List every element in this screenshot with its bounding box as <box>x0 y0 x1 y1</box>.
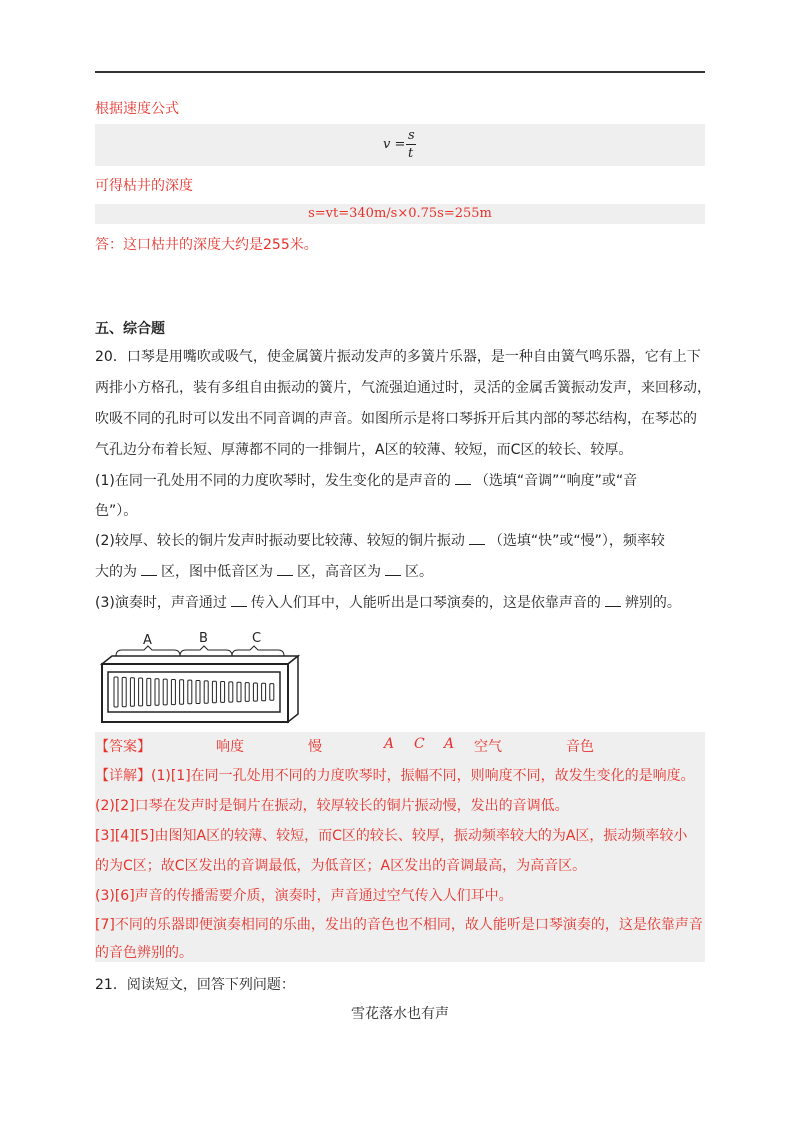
q20-part3-text: 辨别的。 <box>624 595 681 611</box>
reed-slot <box>180 680 184 704</box>
q20-part2-cont <box>95 561 433 583</box>
depth-answer: 答：这口枯井的深度大约是255米。 <box>95 237 318 253</box>
q20-part1 <box>95 470 637 492</box>
fraction-bar <box>406 144 416 145</box>
harmonica-reed-figure <box>96 628 306 728</box>
reed-slot <box>171 680 175 705</box>
formula-numerator: s <box>408 128 415 143</box>
reed-slot <box>155 679 159 706</box>
answer-label: 【答案】 <box>95 739 151 755</box>
depth-calculation: s=vt=340m/s×0.75s=255m <box>308 206 492 221</box>
figure-label-a: A <box>143 633 152 648</box>
answer-value: 音色 <box>566 739 594 755</box>
q20-stem-line: 气孔边分布着长短、厚薄都不同的一排铜片，A区的较薄、较短，而C区的较长、较厚。 <box>95 442 633 458</box>
answer-value: C <box>414 736 425 752</box>
reed-slot <box>114 677 118 707</box>
answer-blank <box>605 594 621 607</box>
q20-stem-line: 两排小方格孔，装有多组自由振动的簧片，气流强迫通过时，灵活的金属舌簧振动发声，来回移动， <box>95 380 711 396</box>
answer-blank <box>141 563 157 576</box>
q20-part1-text: (1)在同一孔处用不同的力度吹琴时，发生变化的是声音的 <box>95 473 451 489</box>
answer-detail-line: 的为C区；故C区发出的音调最低，为低音区；A区发出的音调最高，为高音区。 <box>95 858 587 874</box>
answer-detail-line: [3][4][5]由图知A区的较薄、较短，而C区的较长、较厚，振动频率较大的为A区，振动频率较小 <box>95 828 688 844</box>
answer-value: A <box>444 736 455 752</box>
q20-part3 <box>95 592 681 614</box>
figure-label-b: B <box>199 631 208 646</box>
answer-detail-line: 【详解】(1)[1]在同一孔处用不同的力度吹琴时，振幅不同，则响度不同，故发生变化的是响度。 <box>95 768 695 784</box>
reed-slot <box>204 681 208 703</box>
header-rule <box>95 71 705 73</box>
answer-blank <box>277 563 293 576</box>
reed-slot <box>253 683 257 701</box>
q21-stem: 21．阅读短文，回答下列问题： <box>95 977 295 993</box>
answer-blank <box>231 594 247 607</box>
answer-detail-line: (2)[2]口琴在发声时是铜片在振动，较厚较长的铜片振动慢，发出的音调低。 <box>95 798 569 814</box>
q20-part2-options: （选填“快”或“慢”），频率较 <box>488 533 665 549</box>
answer-detail-line: 的音色辨别的。 <box>95 945 193 961</box>
reed-slot <box>221 682 225 703</box>
speed-formula <box>383 128 443 162</box>
reed-slot <box>163 679 167 705</box>
q20-stem-line: 20．口琴是用嘴吹或吸气，使金属簧片振动发声的多簧片乐器，是一种自由簧气鸣乐器，它有上下 <box>95 349 701 365</box>
region-braces <box>116 646 284 656</box>
reed-slot <box>262 683 266 700</box>
reed-slot <box>130 678 134 707</box>
reed-slot <box>212 681 216 703</box>
reed-slot <box>270 684 274 701</box>
section-title: 五、综合题 <box>95 321 165 337</box>
answer-value: 响度 <box>216 739 244 755</box>
formula-lhs: v = <box>383 137 406 152</box>
reed-slot <box>188 680 192 704</box>
speed-formula-intro: 根据速度公式 <box>95 101 179 117</box>
depth-intro: 可得枯井的深度 <box>95 178 193 194</box>
answer-value: 空气 <box>474 739 502 755</box>
q20-part2-text: 区。 <box>405 564 433 580</box>
q20-stem-line: 吹吸不同的孔时可以发出不同音调的声音。如图所示是将口琴拆开后其内部的琴芯结构，在琴芯的 <box>95 411 697 427</box>
figure-label-c: C <box>252 631 262 646</box>
formula-denominator: t <box>408 146 414 161</box>
answer-blank <box>455 472 471 485</box>
answer-blank <box>385 563 401 576</box>
reed-slot <box>237 682 241 702</box>
reed-slot <box>196 681 200 704</box>
reed-slot <box>147 678 151 705</box>
q20-part2-text: (2)较厚、较长的铜片发声时振动要比较薄、较短的铜片振动 <box>95 533 465 549</box>
q20-part2-text: 区，高音区为 <box>297 564 381 580</box>
reed-slot <box>139 678 143 706</box>
answer-blank <box>469 532 485 545</box>
q20-part2-text: 区，图中低音区为 <box>161 564 273 580</box>
q20-part1-cont: 色”）。 <box>95 503 138 519</box>
q20-part2 <box>95 530 665 552</box>
q20-part3-text: 传入人们耳中，人能听出是口琴演奏的，这是依靠声音的 <box>250 595 601 611</box>
answer-detail-line: [7]不同的乐器即便演奏相同的乐曲，发出的音色也不相同，故人能听是口琴演奏的，这是依靠声音 <box>95 917 703 933</box>
q20-part1-options: （选填“音调”“响度”或“音 <box>474 473 638 489</box>
reed-slot <box>122 677 126 706</box>
q20-part2-text: 大的为 <box>95 564 137 580</box>
q20-part3-text: (3)演奏时，声音通过 <box>95 595 227 611</box>
answer-value: 慢 <box>308 739 322 755</box>
answer-detail-line: (3)[6]声音的传播需要介质，演奏时，声音通过空气传入人们耳中。 <box>95 888 513 904</box>
reed-slot <box>245 683 249 702</box>
q21-passage-title: 雪花落水也有声 <box>351 1006 449 1022</box>
answer-value: A <box>384 736 395 752</box>
reed-slot <box>229 682 233 702</box>
